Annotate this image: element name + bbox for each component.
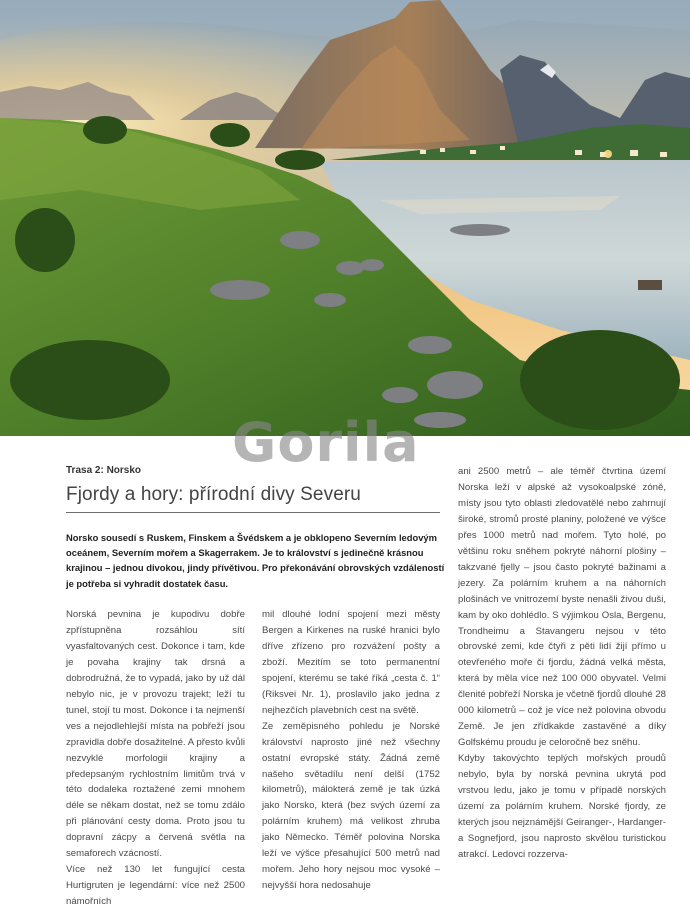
fjord-landscape-photo [0,0,690,436]
paragraph: mil dlouhé lodní spojení mezi městy Bergen a Kirkenes na ruské hranici bylo dříve zřízeno pro rozvážení pošty a zboží. Mezitím se toto permanentní spojení, kterému se také říká „cesta č. 1“ (Riksvei Nr. 1), proslavilo jako jedna z nejhezčích plavebních cest na světě. [262,609,440,716]
paragraph: Ze zeměpisného pohledu je Norské království naprosto jiné než všechny ostatní evropské státy. Žádná země našeho světadílu není delší (1752 kilometrů), málokterá země je tak úzká jako Norsko, která (bez svých území za polárním kruhem) má velikost zhruba jako Německo. Téměř polovina Norska leží ve výšce přesahující 500 metrů nad mořem. Jeho hory nejsou moc vysoké – nejvyšší hora nedosahuje [262,720,440,892]
watermark-logo: Gorila [232,411,420,474]
page-title: Fjordy a hory: přírodní divy Severu [66,484,361,505]
title-divider [66,512,440,513]
paragraph: Více než 130 let fungující cesta Hurtigruten je legendární: více než 2500 námořních [66,864,245,908]
text-column-3 [458,464,666,863]
paragraph: Kdyby takovýchto teplých mořských proudů nebylo, byla by norská pevnina ukrytá pod vrstvou ledu, jako je tomu v případě norských území za polárním kruhem. Norské fjordy, ze kterých jsou nejznámější Geiranger-, Hardanger- a Sognefjord, jsou naprosto skvělou turistickou atrakcí. Ledovci rozzerva- [458,753,666,860]
lead-paragraph: Norsko sousedí s Ruskem, Finskem a Švédskem a je obklopeno Severním ledovým oceánem, Severním mořem a Skagerrakem. Je to království s jedinečně krásnou krajinou – jednou divokou, jindy přívětivou. Pro překonávání obrovských vzdáleností je potřeba si vyhradit dostatek času. [66,532,445,589]
text-column-2 [262,607,440,894]
text-column-1 [66,607,245,910]
paragraph: Norská pevnina je kupodivu dobře zpřístupněna rozsáhlou sítí vyasfaltovaných cest. Dokonce i tam, kde je povaha krajiny tak drsná a dobrodružná, že to vypadá, jako by už dál nebylo nic, je v provozu trajekt; leží tu tunel, stojí tu most. Dokonce i ta nejmenší ves a nejodlehlejší místa na pobřeží jsou zpravidla dobře dosažitelné. A přesto kvůli nezvyklé morfologii krajiny a předepsaným rychlostním limitům trvá v této dodaleka roztažené zemi mnohem déle se někam dostat, než se tomu zdálo při plánování cesty doma. Proto jsou tu dopravní zácpy a červená světla na semaforech vzácností. [66,609,245,860]
section-label: Trasa 2: Norsko [66,465,142,476]
paragraph: ani 2500 metrů – ale téměř čtvrtina území Norska leží v alpské až vysokoalpské zóně, místy jsou tyto oblasti zledovatělé nebo zahrnují široké, stromů prosté planiny, položené ve výšce přes 1000 metrů nad mořem. Tyto holé, po většinu roku sněhem pokryté náhorní plošiny – takzvané fjelly – jsou často pokryté bažinami a jezery. Za polárním kruhem a na náhorních plošinách ve vnitrozemí byste nenašli živou duši, kam by oko dohlédlo. S výjimkou Osla, Bergenu, Trondheimu a Stavangeru nejsou v této obrovské zemi, kde čtyři z pěti lidí žijí přímo u otevřeného moře či fjordu, žádná velká města, která by měla více než 100 000 obyvatel. Velmi členité pobřeží Norska je včetně fjordů dlouhé 28 000 kilometrů – což je více než polovina obvodu Země. Je jen zřídkakde zastavěné a díky Golfskému proudu je celoročně bez sněhu. [458,466,666,749]
